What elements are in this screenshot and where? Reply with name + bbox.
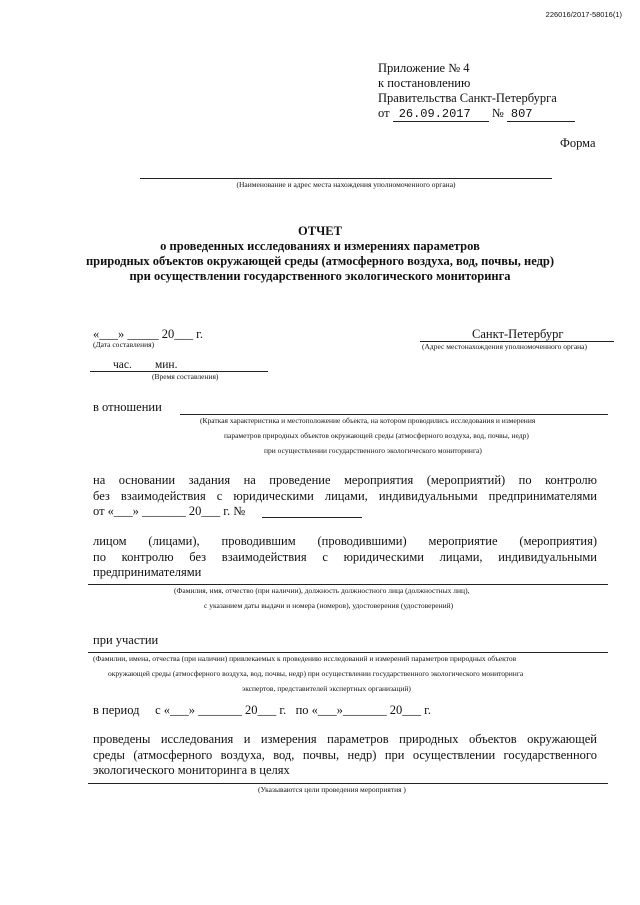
participation-line[interactable] (88, 652, 608, 653)
org-name-line (140, 178, 552, 179)
title-line4: при осуществлении государственного экологического мониторинга (129, 269, 511, 283)
regarding-caption3: при осуществлении государственного экологического мониторинга) (264, 446, 482, 455)
appendix-number: 807 (507, 107, 575, 122)
conducted-line1: проведены исследования и измерения параметров природных объектов окружающей (93, 732, 597, 746)
persons-caption1: (Фамилия, имя, отчество (при наличии), должность должностного лица (должностных лиц), (174, 586, 470, 595)
persons-line3: предпринимателями (93, 565, 202, 579)
period-row[interactable]: в период с «___» _______ 20___ г. по «___»_______ 20___ г. (93, 703, 432, 717)
appendix-date: 26.09.2017 (393, 107, 489, 122)
title-line3: природных объектов окружающей среды (атмосферного воздуха, вод, почвы, недр) (85, 254, 555, 268)
appendix-line3: Правительства Санкт-Петербурга (378, 91, 557, 105)
appendix-line1: Приложение № 4 (378, 61, 470, 75)
participation-caption2: окружающей среды (атмосферного воздуха, вод, почвы, недр) при осуществлении государственного экологического мониторинга (108, 669, 524, 678)
document-stamp: 226016/2017-58016(1) (545, 10, 622, 19)
basis-line1: на основании задания на проведение мероприятия (мероприятий) по контролю (93, 473, 597, 487)
participation-caption3: экспертов, представителей экспертных организаций) (242, 684, 411, 693)
title-line2: о проведенных исследованиях и измерениях параметров (160, 239, 480, 253)
conducted-line[interactable] (88, 783, 608, 784)
regarding-label: в отношении (93, 400, 162, 414)
basis-number-line[interactable] (262, 517, 362, 518)
conducted-caption: (Указываются цели проведения мероприятия ) (258, 785, 406, 794)
title-line1: ОТЧЕТ (298, 224, 342, 238)
appendix-number-prefix: № (491, 106, 504, 120)
participation-label: при участии (93, 633, 159, 647)
persons-line[interactable] (88, 584, 608, 585)
persons-line2: по контролю без взаимодействия с юридическими лицами, индивидуальными (93, 550, 597, 564)
city-name: Санкт-Петербург (472, 327, 564, 341)
regarding-caption1: (Краткая характеристика и местоположение объекта, на котором проводились исследования и измерения (200, 416, 536, 425)
basis-line3: от «___» _______ 20___ г. № (93, 504, 246, 518)
compile-date-field[interactable]: «___» _____ 20___ г. (93, 327, 203, 341)
form-label: Форма (560, 136, 596, 150)
participation-caption1: (Фамилии, имена, отчества (при наличии) привлекаемых к проведению исследований и измерений параметров природных объектов (93, 654, 517, 663)
appendix-date-prefix: от (378, 106, 390, 120)
regarding-caption2: параметров природных объектов окружающей среды (атмосферного воздуха, вод, почвы, недр) (224, 431, 529, 440)
basis-line2: без взаимодействия с юридическими лицами, индивидуальными предпринимателями (93, 489, 597, 503)
regarding-line[interactable] (180, 414, 608, 415)
conducted-line3: экологического мониторинга в целях (93, 763, 290, 777)
hours-label: час. (113, 359, 132, 371)
appendix-date-row (378, 106, 575, 122)
org-caption: (Наименование и адрес места нахождения уполномоченного органа) (236, 180, 456, 189)
conducted-line2: среды (атмосферного воздуха, вод, почвы, недр) при осуществлении государственного (93, 748, 597, 762)
compile-date-caption: (Дата составления) (93, 340, 155, 349)
appendix-line2: к постановлению (378, 76, 471, 90)
city-caption: (Адрес местонахождения уполномоченного органа) (422, 342, 587, 351)
time-caption: (Время составления) (152, 372, 219, 381)
persons-caption2: с указанием даты выдачи и номера (номеров), удостоверения (удостоверений) (204, 601, 454, 610)
minutes-label: мин. (155, 359, 178, 371)
persons-line1: лицом (лицами), проводившим (проводившими) мероприятие (мероприятия) (93, 534, 597, 548)
